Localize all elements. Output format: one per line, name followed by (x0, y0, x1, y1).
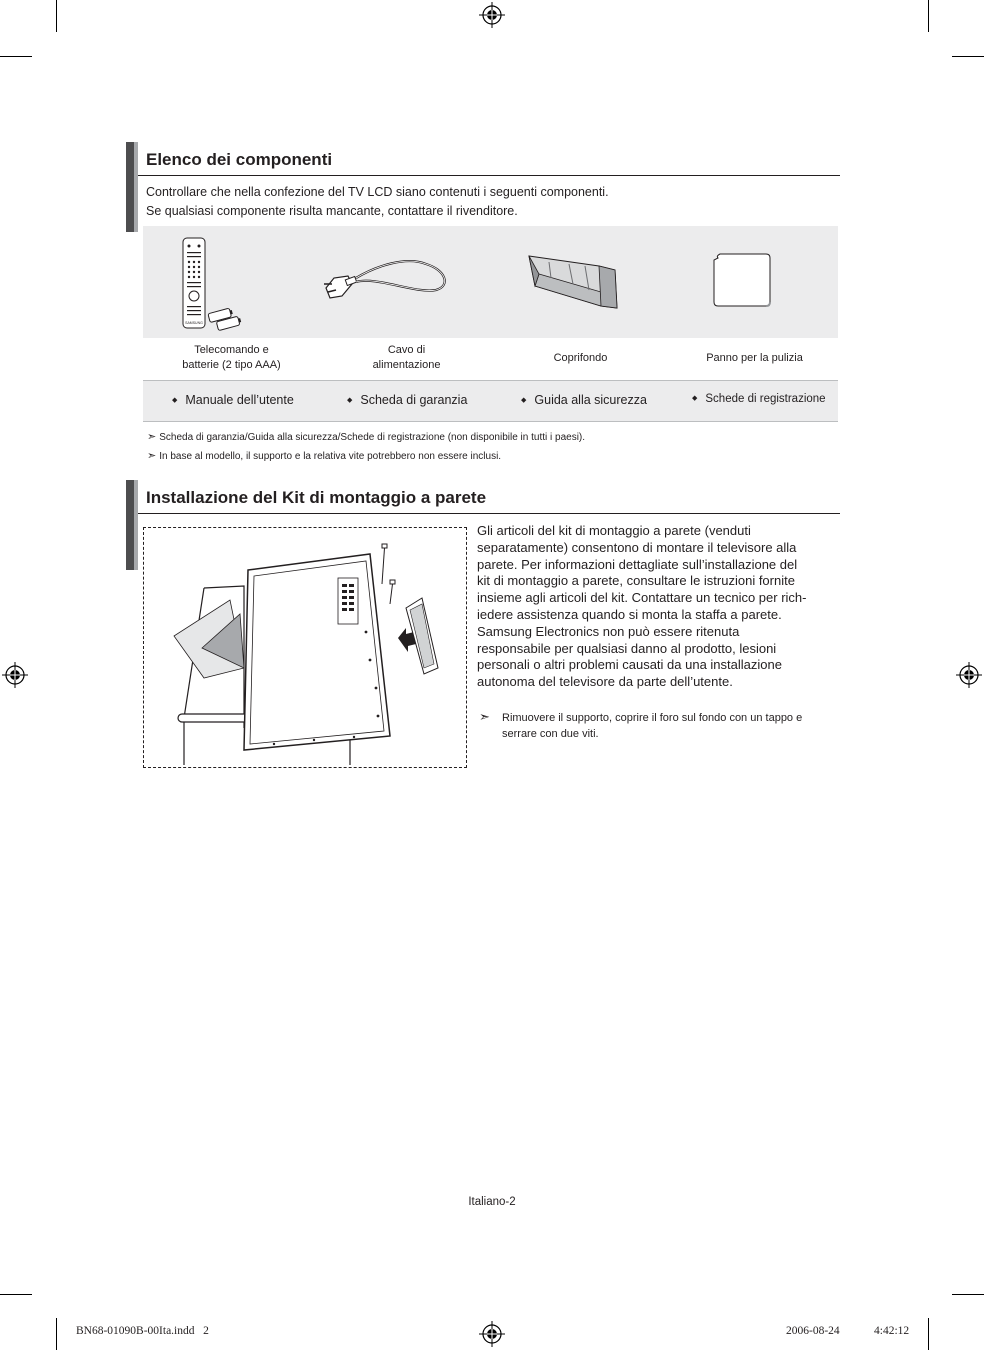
crop-mark (56, 1318, 57, 1350)
crop-mark (952, 56, 984, 57)
component-label: Coprifondo (553, 352, 608, 364)
svg-text:SAMSUNG: SAMSUNG (185, 321, 203, 325)
section-title-wall-mount: Installazione del Kit di montaggio a parete (146, 488, 487, 507)
crop-mark (0, 1294, 32, 1295)
registration-mark-icon (479, 1321, 505, 1347)
registration-mark-icon (956, 662, 982, 688)
section-rule (138, 513, 840, 514)
bullet-icon: ◆ (692, 395, 698, 402)
section-bar (126, 480, 138, 570)
cleaning-cloth-icon (662, 226, 835, 338)
document-item: ◆ Manuale dell’utente (172, 393, 294, 407)
note: ➣ In base al modello, il supporto e la relativa vite potrebbero non essere inclusi. (147, 450, 502, 462)
component-label: Cavo di alimentazione (372, 344, 441, 371)
footer-time: 4:42:12 (874, 1325, 910, 1337)
components-intro: Controllare che nella confezione del TV LCD siano contenuti i seguenti componenti. Se qualsiasi componente risulta mancante, contattare il rivenditore. (146, 185, 609, 218)
wall-mount-illustration (144, 528, 464, 765)
section-rule (138, 175, 840, 176)
note-arrow-icon: ➣ (479, 709, 490, 724)
bullet-icon: ◆ (521, 397, 527, 404)
registration-mark-icon (2, 662, 28, 688)
document-item: ◆ Scheda di garanzia (347, 393, 468, 407)
wall-mount-body-text: Gli articoli del kit di montaggio a parete (venduti separatamente) consentono di montare il televisore alla parete. Per informazioni dettagliate sull’installazione del kit di montaggio a parete, consultare le istruzioni fornite insieme agli articoli del kit. Contattare un tecnico per rich- iedere assistenza quando si monta la staffa a parete. Samsung Electronics non può essere ritenuta responsabile per qualsiasi danno al prodotto, lesioni personali o altri problemi causati da una installazione autonoma del televisore da parte dell’utente. (477, 523, 807, 690)
component-label: Telecomando e batterie (2 tipo AAA) (182, 344, 281, 371)
crop-mark (952, 1294, 984, 1295)
remote-control-icon (143, 226, 316, 338)
power-cord-icon (316, 226, 489, 338)
footer-file: BN68-01090B-00Ita.indd 2 (76, 1325, 209, 1337)
bullet-icon: ◆ (172, 397, 178, 404)
note-arrow-icon: ➣ (147, 450, 157, 462)
section-bar (126, 142, 138, 232)
crop-mark (56, 0, 57, 32)
bullet-icon: ◆ (347, 397, 353, 404)
section-title-components: Elenco dei componenti (146, 150, 333, 169)
document-item: ◆ Schede di registrazione (692, 393, 826, 405)
registration-mark-icon (479, 2, 505, 28)
crop-mark (928, 1318, 929, 1350)
note: ➣ Scheda di garanzia/Guida alla sicurezza/Schede di registrazione (non disponibile in tutti i paesi). (147, 431, 586, 443)
component-label: Panno per la pulizia (706, 352, 803, 364)
note-arrow-icon: ➣ (147, 431, 157, 443)
crop-mark (928, 0, 929, 32)
stand-cover-icon (489, 226, 662, 338)
footer-date: 2006-08-24 (786, 1325, 840, 1337)
wall-mount-note: Rimuovere il supporto, coprire il foro sul fondo con un tappo e serrare con due viti. (502, 712, 803, 740)
crop-mark (0, 56, 32, 57)
document-item: ◆ Guida alla sicurezza (521, 393, 647, 407)
page-number: Italiano-2 (468, 1196, 516, 1208)
